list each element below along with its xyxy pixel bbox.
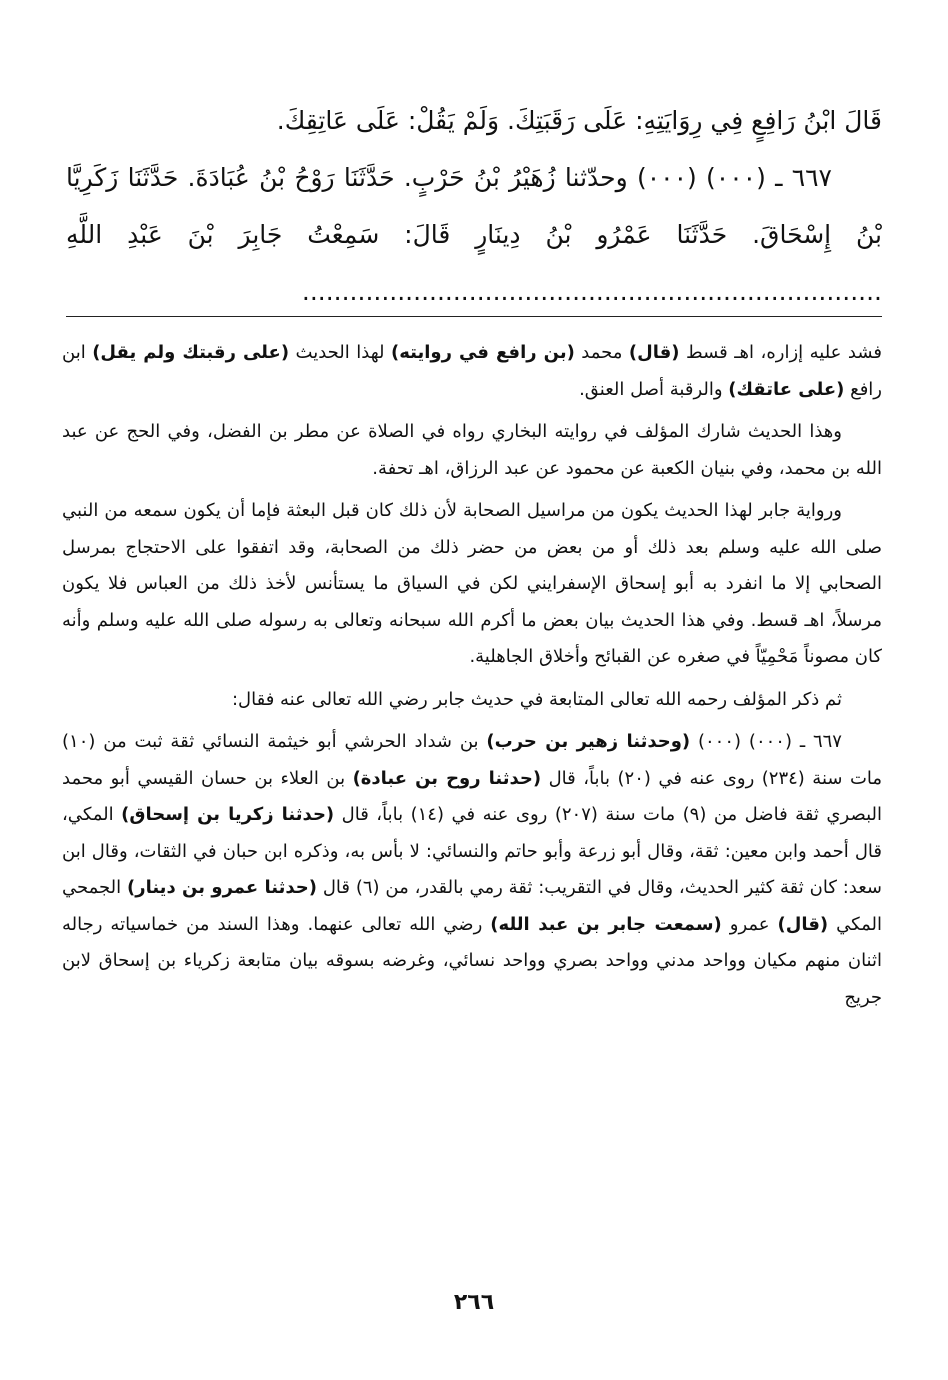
commentary-paragraph-4: ثم ذكر المؤلف رحمه الله تعالى المتابعة في حديث جابر رضي الله تعالى عنه فقال: (231, 688, 842, 710)
quoted-phrase: (وحدثنا زهير بن حرب) (486, 731, 691, 752)
quoted-phrase: (قال) (628, 342, 680, 363)
commentary-text: رضي الله تعالى عنهما. وهذا السند من خماسياته رجاله اثنان منهم مكيان وواحد مدني وواحد بصري وواحد نسائي، وغرضه بسوقه بيان متابعة زكرياء بن إسحاق لابن جريج (62, 913, 882, 1008)
commentary-text: ٦٦٧ ـ (٠٠٠) (٠٠٠) (690, 731, 842, 752)
matn-line-narration-note: قَالَ ابْنُ رَافِعٍ فِي رِوَايَتِهِ: عَلَى رَقَبَتِكَ. وَلَمْ يَقُلْ: عَلَى عَاتِقِكَ. (276, 106, 882, 135)
commentary-text: بن العلاء بن حسان القيسي أبو محمد البصري ثقة فاضل من (٩) مات سنة (٢٠٧) روى عنه في (١٤) باباً، قال (62, 767, 882, 825)
commentary-text: بن شداد الحرشي أبو خيثمة النسائي ثقة ثبت من (١٠) مات سنة (٢٣٤) روى عنه في (٢٠) باباً، قال (62, 731, 883, 789)
matn-hadith-667 (66, 149, 882, 320)
quoted-phrase: (حدثنا زكريا بن إسحاق) (121, 804, 335, 825)
commentary-text: لهذا الحديث (289, 342, 391, 363)
quoted-phrase: (حدثنا عمرو بن دينار) (126, 877, 317, 898)
page-number: ٢٦٦ (453, 1290, 495, 1315)
commentary-paragraph-3: ورواية جابر لهذا الحديث يكون من مراسيل الصحابة لأن ذلك كان قبل البعثة فإما أن يكون سمعه من النبي صلى الله عليه وسلم بعد ذلك أو من بعض من حضر ذلك من الصحابة، وقد اتفقوا على الاحتجاج بمرسل الصحابي إلا ما انفرد به أبو إسحاق الإسفرايني لكن في السياق ما يستأنس لأخذ ذلك من العباس فلا يكون مرسلاً، اهـ قسط. وفي هذا الحديث بيان بعض ما أكرم الله سبحانه وتعالى به رسوله صلى الله عليه وسلم وأنه كان مصوناً مَحْمِيّاً في صغره عن القبائح وأخلاق الجاهلية. (62, 500, 882, 667)
commentary-paragraph-5 (62, 724, 882, 1016)
quoted-phrase: (على عاتقك) (728, 378, 845, 400)
continuation-dots: ......................................................................... (301, 277, 882, 306)
quoted-phrase: (بن رافع في روايته) (390, 342, 575, 363)
commentary-paragraph-1 (62, 335, 882, 408)
commentary-text: والرقبة أصل العنق. (579, 378, 729, 400)
footnote-divider (66, 316, 882, 317)
commentary-text: عمرو (721, 913, 778, 935)
commentary-text: المكي، قال أحمد وابن معين: ثقة، وقال أبو زرعة وأبو حاتم والنسائي: لا بأس به، وذكره ابن حبان في الثقات، وقال ابن سعد: كان ثقة كثير الحديث، وقال في التقريب: ثقة رمي بالقدر، من (٦) قال (62, 804, 883, 898)
quoted-phrase: (حدثنا روح بن عبادة) (352, 767, 542, 789)
quoted-phrase: (قال) (777, 913, 829, 935)
quoted-phrase: (على رقبتك ولم يقل) (92, 342, 290, 363)
hadith-isnad: وحدّثنا زُهَيْرُ بْنُ حَرْبٍ. حَدَّثَنَا رَوْحُ بْنُ عُبَادَةَ. حَدَّثَنَا زَكَرِيَّا بْنُ إِسْحَاقَ. حَدَّثَنَا عَمْرُو بْنُ دِينَارٍ قَالَ: سَمِعْتُ جَابِرَ بْنَ عَبْدِ اللَّهِ (66, 163, 882, 249)
commentary-text: ابن رافع (62, 342, 882, 400)
quoted-phrase: (سمعت جابر بن عبد الله) (490, 913, 722, 935)
commentary-text: فشد عليه إزاره، اهـ قسط (679, 342, 882, 363)
hadith-number: ٦٦٧ ـ (٠٠٠) (٠٠٠) (636, 163, 832, 192)
commentary-text: الجمحي المكي (62, 877, 883, 935)
commentary-section (62, 335, 882, 1022)
commentary-paragraph-2: وهذا الحديث شارك المؤلف في روايته البخاري رواه في الصلاة عن مطر بن الفضل، وفي الحج عن عبد الله بن محمد، وفي بنيان الكعبة عن محمود عن عبد الرزاق، اهـ تحفة. (62, 421, 882, 479)
hadith-text-section (66, 92, 882, 320)
commentary-text: محمد (574, 342, 629, 363)
